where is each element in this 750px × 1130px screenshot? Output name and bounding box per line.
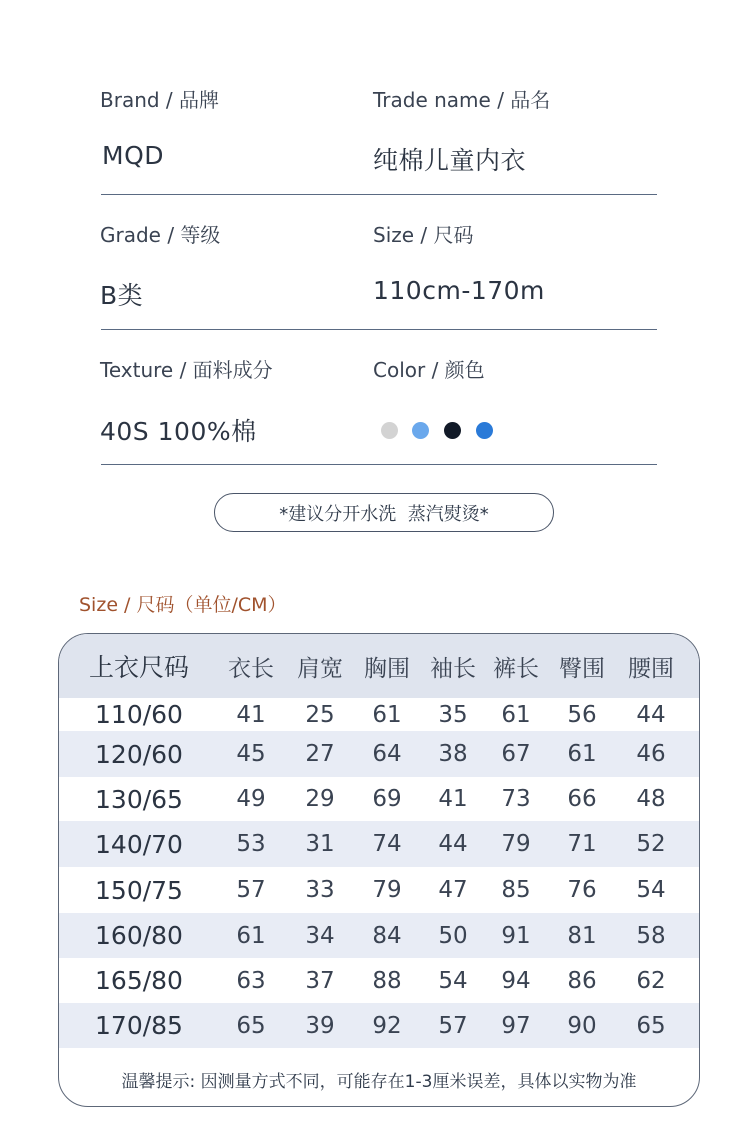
measurement-cell: 88 — [372, 967, 402, 994]
trade-name-value: 纯棉儿童内衣 — [373, 146, 527, 175]
brand-label: Brand / 品牌 — [100, 88, 220, 112]
measurement-cell: 54 — [438, 967, 468, 994]
table-row — [59, 731, 699, 777]
brand-value: MQD — [102, 141, 164, 170]
measurement-cell: 57 — [236, 877, 266, 903]
measurement-cell: 97 — [501, 1012, 531, 1039]
size-cell: 140/70 — [95, 829, 183, 859]
shoulder-col-header: 肩宽 — [297, 655, 343, 682]
measurement-cell: 65 — [636, 1012, 666, 1039]
measurement-cell: 54 — [636, 877, 666, 903]
color-swatch-light-blue — [412, 422, 429, 439]
grade-value: B类 — [100, 281, 144, 310]
texture-label: Texture / 面料成分 — [100, 358, 273, 382]
table-row — [59, 777, 699, 821]
texture-value: 40S 100%棉 — [100, 417, 257, 446]
pants-length-col-header: 裤长 — [493, 655, 539, 682]
measurement-cell: 45 — [236, 741, 266, 767]
measurement-cell: 41 — [438, 786, 468, 812]
measurement-cell: 69 — [372, 786, 402, 812]
measurement-cell: 41 — [236, 701, 266, 728]
measurement-cell: 56 — [567, 701, 597, 728]
measurement-cell: 33 — [305, 877, 335, 903]
measurement-cell: 61 — [236, 922, 266, 949]
color-swatch-blue — [476, 422, 493, 439]
waist-col-header: 腰围 — [628, 655, 674, 682]
measurement-cell: 44 — [636, 701, 666, 728]
measurement-cell: 79 — [372, 877, 402, 903]
measurement-cell: 27 — [305, 741, 335, 767]
divider — [101, 329, 657, 330]
measurement-cell: 50 — [438, 922, 468, 949]
measurement-cell: 53 — [236, 831, 266, 857]
measurement-cell: 58 — [636, 922, 666, 949]
measurement-cell: 44 — [438, 831, 468, 857]
divider — [101, 464, 657, 465]
measurement-cell: 85 — [501, 877, 531, 903]
chest-col-header: 胸围 — [364, 655, 410, 682]
measurement-cell: 61 — [501, 701, 531, 728]
size-table — [58, 633, 700, 1107]
measurement-cell: 66 — [567, 786, 597, 812]
measurement-cell: 39 — [305, 1012, 335, 1039]
table-footnote: 温馨提示: 因测量方式不同，可能存在1-3厘米误差，具体以实物为准 — [121, 1071, 637, 1092]
measurement-cell: 31 — [305, 831, 335, 857]
measurement-cell: 29 — [305, 786, 335, 812]
table-row — [59, 821, 699, 867]
measurement-cell: 84 — [372, 922, 402, 949]
table-row — [59, 698, 699, 731]
size-value: 110cm-170m — [373, 276, 545, 305]
grade-label: Grade / 等级 — [100, 223, 221, 247]
size-col-header: 上衣尺码 — [88, 653, 189, 682]
size-cell: 150/75 — [95, 875, 183, 905]
table-row — [59, 1003, 699, 1048]
color-swatch-light-gray — [381, 422, 398, 439]
table-row — [59, 958, 699, 1003]
measurement-cell: 76 — [567, 877, 597, 903]
measurement-cell: 38 — [438, 741, 468, 767]
measurement-cell: 92 — [372, 1012, 402, 1039]
measurement-cell: 94 — [501, 967, 531, 994]
measurement-cell: 37 — [305, 967, 335, 994]
trade-name-label: Trade name / 品名 — [373, 88, 551, 112]
hip-col-header: 臀围 — [559, 655, 605, 682]
color-swatch-black — [444, 422, 461, 439]
measurement-cell: 48 — [636, 786, 666, 812]
measurement-cell: 81 — [567, 922, 597, 949]
sleeve-col-header: 袖长 — [430, 655, 476, 682]
wash-instructions-badge — [214, 493, 554, 532]
table-row — [59, 913, 699, 958]
color-label: Color / 颜色 — [373, 358, 485, 382]
size-cell: 160/80 — [95, 921, 183, 950]
table-row — [59, 867, 699, 913]
measurement-cell: 46 — [636, 741, 666, 767]
table-header — [59, 634, 699, 698]
measurement-cell: 73 — [501, 786, 531, 812]
measurement-cell: 74 — [372, 831, 402, 857]
measurement-cell: 52 — [636, 831, 666, 857]
measurement-cell: 79 — [501, 831, 531, 857]
size-label: Size / 尺码 — [373, 223, 474, 247]
measurement-cell: 35 — [438, 701, 468, 728]
size-cell: 130/65 — [95, 784, 183, 814]
measurement-cell: 86 — [567, 967, 597, 994]
measurement-cell: 65 — [236, 1012, 266, 1039]
measurement-cell: 67 — [501, 741, 531, 767]
measurement-cell: 47 — [438, 877, 468, 903]
size-cell: 170/85 — [95, 1011, 183, 1040]
measurement-cell: 64 — [372, 741, 402, 767]
measurement-cell: 61 — [567, 741, 597, 767]
measurement-cell: 91 — [501, 922, 531, 949]
measurement-cell: 71 — [567, 831, 597, 857]
length-col-header: 衣长 — [228, 655, 274, 682]
measurement-cell: 63 — [236, 967, 266, 994]
measurement-cell: 62 — [636, 967, 666, 994]
size-cell: 120/60 — [95, 739, 183, 769]
measurement-cell: 49 — [236, 786, 266, 812]
measurement-cell: 57 — [438, 1012, 468, 1039]
size-cell: 110/60 — [95, 700, 183, 729]
divider — [101, 194, 657, 195]
measurement-cell: 90 — [567, 1012, 597, 1039]
wash-instructions-text: *建议分开水洗 蒸汽熨烫* — [279, 503, 489, 525]
size-chart-title: Size / 尺码（单位/CM） — [79, 594, 287, 616]
size-cell: 165/80 — [95, 966, 183, 995]
measurement-cell: 25 — [305, 701, 335, 728]
measurement-cell: 34 — [305, 922, 335, 949]
measurement-cell: 61 — [372, 701, 402, 728]
